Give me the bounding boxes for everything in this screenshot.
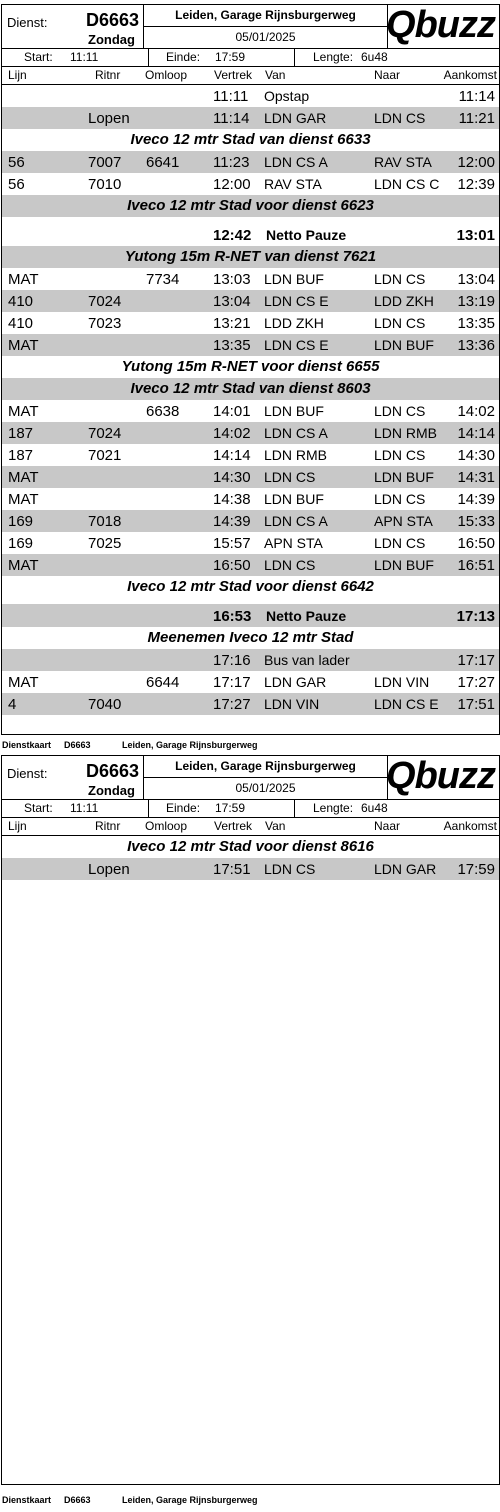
schedule-rows <box>2 836 499 880</box>
aankomst-cell: 17:51 <box>457 696 495 713</box>
vehicle-section-header: Iveco 12 mtr Stad van dienst 8603 <box>2 378 499 400</box>
van-cell: LDN CS <box>264 557 316 573</box>
van-cell: LDN CS A <box>264 513 328 529</box>
footer-label: Dienstkaart <box>2 1495 52 1505</box>
vertrek-cell: 12:00 <box>213 176 251 193</box>
omloop-cell: 6641 <box>146 154 180 171</box>
table-row <box>2 312 499 334</box>
end-label: Einde: <box>166 50 201 64</box>
lijn-cell: MAT <box>8 403 39 420</box>
col-van: Van <box>265 819 286 833</box>
aankomst-cell: 17:13 <box>456 608 495 625</box>
col-omloop: Omloop <box>145 819 188 833</box>
info-bar <box>2 800 499 818</box>
naar-cell: LDN VIN <box>374 674 430 690</box>
pause-label: Netto Pauze <box>266 227 347 243</box>
naar-cell: LDN CS <box>374 315 426 331</box>
lijn-cell: 169 <box>8 513 34 530</box>
col-aankomst: Aankomst <box>443 68 497 82</box>
table-row <box>2 85 499 107</box>
footer-label: Dienstkaart <box>2 740 52 750</box>
vertrek-cell: 16:53 <box>213 608 252 625</box>
van-cell: LDN GAR <box>264 110 327 126</box>
van-cell: LDN CS <box>264 861 316 877</box>
ritnr-cell: 7010 <box>88 176 122 193</box>
vertrek-cell: 13:35 <box>213 337 251 354</box>
footer-location: Leiden, Garage Rijnsburgerweg <box>122 1495 258 1505</box>
naar-cell: APN STA <box>374 513 433 529</box>
date: 05/01/2025 <box>235 781 296 795</box>
dienst-id: D6663 <box>86 10 140 30</box>
vertrek-cell: 17:51 <box>213 861 251 878</box>
naar-cell: LDN CS <box>374 403 426 419</box>
naar-cell: LDN BUF <box>374 337 434 353</box>
lijn-cell: 4 <box>8 696 17 713</box>
table-row <box>2 649 499 671</box>
van-cell: LDN CS A <box>264 154 328 170</box>
dienst-label: Dienst: <box>7 766 48 781</box>
table-row <box>2 693 499 715</box>
footer-location: Leiden, Garage Rijnsburgerweg <box>122 740 258 750</box>
duty-card-page-1 <box>1 4 500 735</box>
aankomst-cell: 14:02 <box>457 403 495 420</box>
page-footer <box>2 740 258 750</box>
vertrek-cell: 14:30 <box>213 469 251 486</box>
ritnr-cell: 7040 <box>88 696 122 713</box>
vertrek-cell: 14:38 <box>213 491 251 508</box>
vertrek-cell: 17:17 <box>213 674 251 691</box>
lijn-cell: 187 <box>8 447 34 464</box>
location: Leiden, Garage Rijnsburgerweg <box>144 756 387 778</box>
table-row <box>2 173 499 195</box>
vehicle-section-header: Iveco 12 mtr Stad van dienst 6633 <box>130 131 371 148</box>
naar-cell: LDN CS <box>374 447 426 463</box>
naar-cell: LDN RMB <box>374 425 438 441</box>
van-cell: LDN BUF <box>264 271 324 287</box>
length-cell <box>295 800 499 817</box>
lijn-cell: 56 <box>8 176 25 193</box>
vehicle-section-header: Iveco 12 mtr Stad voor dienst 8616 <box>127 838 374 855</box>
info-bar <box>2 49 499 67</box>
table-row <box>2 400 499 422</box>
van-cell: LDN CS A <box>264 425 328 441</box>
col-lijn: Lijn <box>8 819 27 833</box>
ritnr-cell: 7018 <box>88 513 122 530</box>
column-header <box>2 67 499 85</box>
table-row <box>2 488 499 510</box>
end-time: 17:59 <box>215 50 246 64</box>
table-row <box>2 554 499 576</box>
start-cell <box>2 800 149 817</box>
lijn-cell: MAT <box>8 557 39 574</box>
table-row <box>2 151 499 173</box>
header-center <box>143 5 388 48</box>
pause-label: Netto Pauze <box>266 608 347 624</box>
vertrek-cell: 14:14 <box>213 447 251 464</box>
ritnr-cell: 7024 <box>88 425 122 442</box>
aankomst-cell: 14:30 <box>457 447 495 464</box>
van-cell: LDN VIN <box>264 696 320 712</box>
vertrek-cell: 11:11 <box>213 88 249 105</box>
vertrek-cell: 17:16 <box>213 652 251 669</box>
vertrek-cell: 16:50 <box>213 557 251 574</box>
end-time: 17:59 <box>215 801 246 815</box>
naar-cell: LDN CS <box>374 271 426 287</box>
naar-cell: LDN CS C <box>374 176 440 192</box>
start-cell <box>2 49 149 66</box>
card-header <box>2 5 499 49</box>
day-label: Zondag <box>88 32 135 47</box>
pause-row <box>2 223 499 246</box>
col-lijn: Lijn <box>8 68 27 82</box>
lijn-cell: MAT <box>8 337 39 354</box>
lijn-cell: MAT <box>8 271 39 288</box>
omloop-cell: 6638 <box>146 403 180 420</box>
van-cell: LDN BUF <box>264 491 324 507</box>
van-cell: APN STA <box>264 535 323 551</box>
omloop-cell: 6644 <box>146 674 180 691</box>
lijn-cell: 410 <box>8 315 34 332</box>
start-time: 11:11 <box>70 50 99 64</box>
aankomst-cell: 13:36 <box>457 337 495 354</box>
col-ritnr: Ritnr <box>95 68 121 82</box>
table-row <box>2 532 499 554</box>
vertrek-cell: 13:03 <box>213 271 251 288</box>
aankomst-cell: 13:04 <box>457 271 495 288</box>
van-cell: LDD ZKH <box>264 315 324 331</box>
vertrek-cell: 14:02 <box>213 425 251 442</box>
ritnr-cell: 7023 <box>88 315 122 332</box>
lijn-cell: MAT <box>8 491 39 508</box>
col-ritnr: Ritnr <box>95 819 121 833</box>
ritnr-cell: Lopen <box>88 861 130 878</box>
van-cell: LDN CS E <box>264 293 329 309</box>
header-center <box>143 756 388 799</box>
table-row <box>2 858 499 880</box>
card-header <box>2 756 499 800</box>
footer-id: D6663 <box>64 740 91 750</box>
van-cell: Bus van lader <box>264 652 350 668</box>
vertrek-cell: 14:39 <box>213 513 251 530</box>
table-row <box>2 422 499 444</box>
naar-cell: LDN BUF <box>374 469 434 485</box>
dienst-id: D6663 <box>86 761 140 781</box>
aankomst-cell: 14:14 <box>457 425 495 442</box>
col-van: Van <box>265 68 286 82</box>
omloop-cell: 7734 <box>146 271 180 288</box>
col-vertrek: Vertrek <box>214 68 253 82</box>
aankomst-cell: 17:59 <box>457 861 495 878</box>
aankomst-cell: 11:14 <box>458 88 495 105</box>
vertrek-cell: 11:14 <box>213 110 250 127</box>
vertrek-cell: 13:21 <box>213 315 251 332</box>
vehicle-section-header: Iveco 12 mtr Stad voor dienst 6642 <box>127 578 374 595</box>
length-label: Lengte: <box>313 50 354 64</box>
vertrek-cell: 13:04 <box>213 293 251 310</box>
start-label: Start: <box>24 801 53 815</box>
table-row <box>2 466 499 488</box>
naar-cell: LDN CS <box>374 110 426 126</box>
date: 05/01/2025 <box>235 30 296 44</box>
ritnr-cell: 7025 <box>88 535 122 552</box>
ritnr-cell: 7007 <box>88 154 122 171</box>
end-cell <box>149 49 295 66</box>
table-row <box>2 334 499 356</box>
pause-row <box>2 604 499 627</box>
dienst-label: Dienst: <box>7 15 48 30</box>
table-row <box>2 671 499 693</box>
aankomst-cell: 14:31 <box>457 469 495 486</box>
start-label: Start: <box>24 50 53 64</box>
day-label: Zondag <box>88 783 135 798</box>
naar-cell: LDN CS <box>374 535 426 551</box>
aankomst-cell: 16:50 <box>457 535 495 552</box>
length-value: 6u48 <box>361 801 388 815</box>
aankomst-cell: 16:51 <box>457 557 495 574</box>
naar-cell: LDN CS E <box>374 696 439 712</box>
length-value: 6u48 <box>361 50 388 64</box>
col-naar: Naar <box>374 819 401 833</box>
aankomst-cell: 17:17 <box>457 652 495 669</box>
vertrek-cell: 12:42 <box>213 227 252 244</box>
van-cell: LDN RMB <box>264 447 328 463</box>
aankomst-cell: 12:00 <box>457 154 495 171</box>
van-cell: Opstap <box>264 88 310 104</box>
aankomst-cell: 14:39 <box>457 491 495 508</box>
table-row <box>2 510 499 532</box>
aankomst-cell: 15:33 <box>457 513 495 530</box>
naar-cell: LDN BUF <box>374 557 434 573</box>
qbuzz-logo: Qbuzz <box>386 4 495 46</box>
vertrek-cell: 17:27 <box>213 696 251 713</box>
vehicle-section-header: Meenemen Iveco 12 mtr Stad <box>147 629 354 646</box>
table-row <box>2 290 499 312</box>
col-naar: Naar <box>374 68 401 82</box>
lijn-cell: MAT <box>8 674 39 691</box>
naar-cell: LDN CS <box>374 491 426 507</box>
van-cell: LDN BUF <box>264 403 324 419</box>
van-cell: LDN CS E <box>264 337 329 353</box>
col-aankomst: Aankomst <box>443 819 497 833</box>
vertrek-cell: 15:57 <box>213 535 251 552</box>
col-omloop: Omloop <box>145 68 188 82</box>
aankomst-cell: 11:21 <box>458 110 495 127</box>
van-cell: RAV STA <box>264 176 322 192</box>
vehicle-section-header: Yutong 15m R-NET voor dienst 6655 <box>121 358 380 375</box>
lijn-cell: 410 <box>8 293 34 310</box>
table-row <box>2 268 499 290</box>
lijn-cell: 56 <box>8 154 25 171</box>
ritnr-cell: 7021 <box>88 447 122 464</box>
lijn-cell: 187 <box>8 425 34 442</box>
page-footer <box>2 1495 258 1505</box>
table-row <box>2 107 499 129</box>
length-cell <box>295 49 499 66</box>
schedule-rows <box>2 85 499 715</box>
location: Leiden, Garage Rijnsburgerweg <box>144 5 387 27</box>
naar-cell: RAV STA <box>374 154 432 170</box>
naar-cell: LDN GAR <box>374 861 437 877</box>
aankomst-cell: 13:35 <box>457 315 495 332</box>
end-cell <box>149 800 295 817</box>
ritnr-cell: Lopen <box>88 110 130 127</box>
vehicle-section-header: Yutong 15m R-NET van dienst 7621 <box>2 246 499 268</box>
duty-card-page-2 <box>1 755 500 1485</box>
table-row <box>2 444 499 466</box>
aankomst-cell: 13:19 <box>457 293 495 310</box>
column-header <box>2 818 499 836</box>
ritnr-cell: 7024 <box>88 293 122 310</box>
start-time: 11:11 <box>70 801 99 815</box>
length-label: Lengte: <box>313 801 354 815</box>
end-label: Einde: <box>166 801 201 815</box>
footer-id: D6663 <box>64 1495 91 1505</box>
aankomst-cell: 13:01 <box>456 227 495 244</box>
van-cell: LDN GAR <box>264 674 327 690</box>
vertrek-cell: 14:01 <box>213 403 251 420</box>
aankomst-cell: 12:39 <box>457 176 495 193</box>
van-cell: LDN CS <box>264 469 316 485</box>
lijn-cell: 169 <box>8 535 34 552</box>
lijn-cell: MAT <box>8 469 39 486</box>
vehicle-section-header: Iveco 12 mtr Stad voor dienst 6623 <box>2 195 499 217</box>
aankomst-cell: 17:27 <box>457 674 495 691</box>
vertrek-cell: 11:23 <box>213 154 250 171</box>
naar-cell: LDD ZKH <box>374 293 434 309</box>
col-vertrek: Vertrek <box>214 819 253 833</box>
qbuzz-logo: Qbuzz <box>386 755 495 797</box>
